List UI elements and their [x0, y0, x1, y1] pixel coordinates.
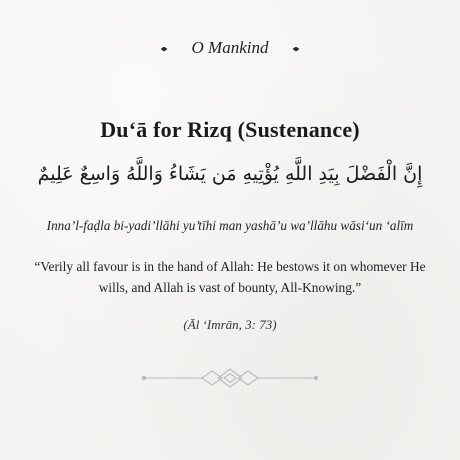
diamond-left-icon [161, 47, 168, 52]
translation: “Verily all favour is in the hand of Allah: He bestows it on whomever He wills, and Allah is vast of bounty, All-Knowing.” [34, 259, 426, 295]
header-title: O Mankind [191, 38, 269, 57]
verse-reference: (Āl ‘Imrān, 3: 73) [183, 317, 277, 332]
transliteration: Inna’l-faḍla bi-yadi’llāhi yu’tīhi man yashā’u wa’llāhu wāsi‘un ‘alīm [46, 218, 414, 233]
arabic-verse: إِنَّ الْفَضْلَ بِيَدِ اللَّهِ يُؤْتِيهِ مَن يَشَاءُ وَاللَّهُ وَاسِعٌ عَلِيمٌ [37, 163, 423, 185]
diamond-right-icon [292, 47, 299, 52]
page-title: Du‘ā for Rizq (Sustenance) [100, 117, 360, 142]
divider-ornament-icon [140, 366, 320, 390]
header [0, 38, 460, 58]
